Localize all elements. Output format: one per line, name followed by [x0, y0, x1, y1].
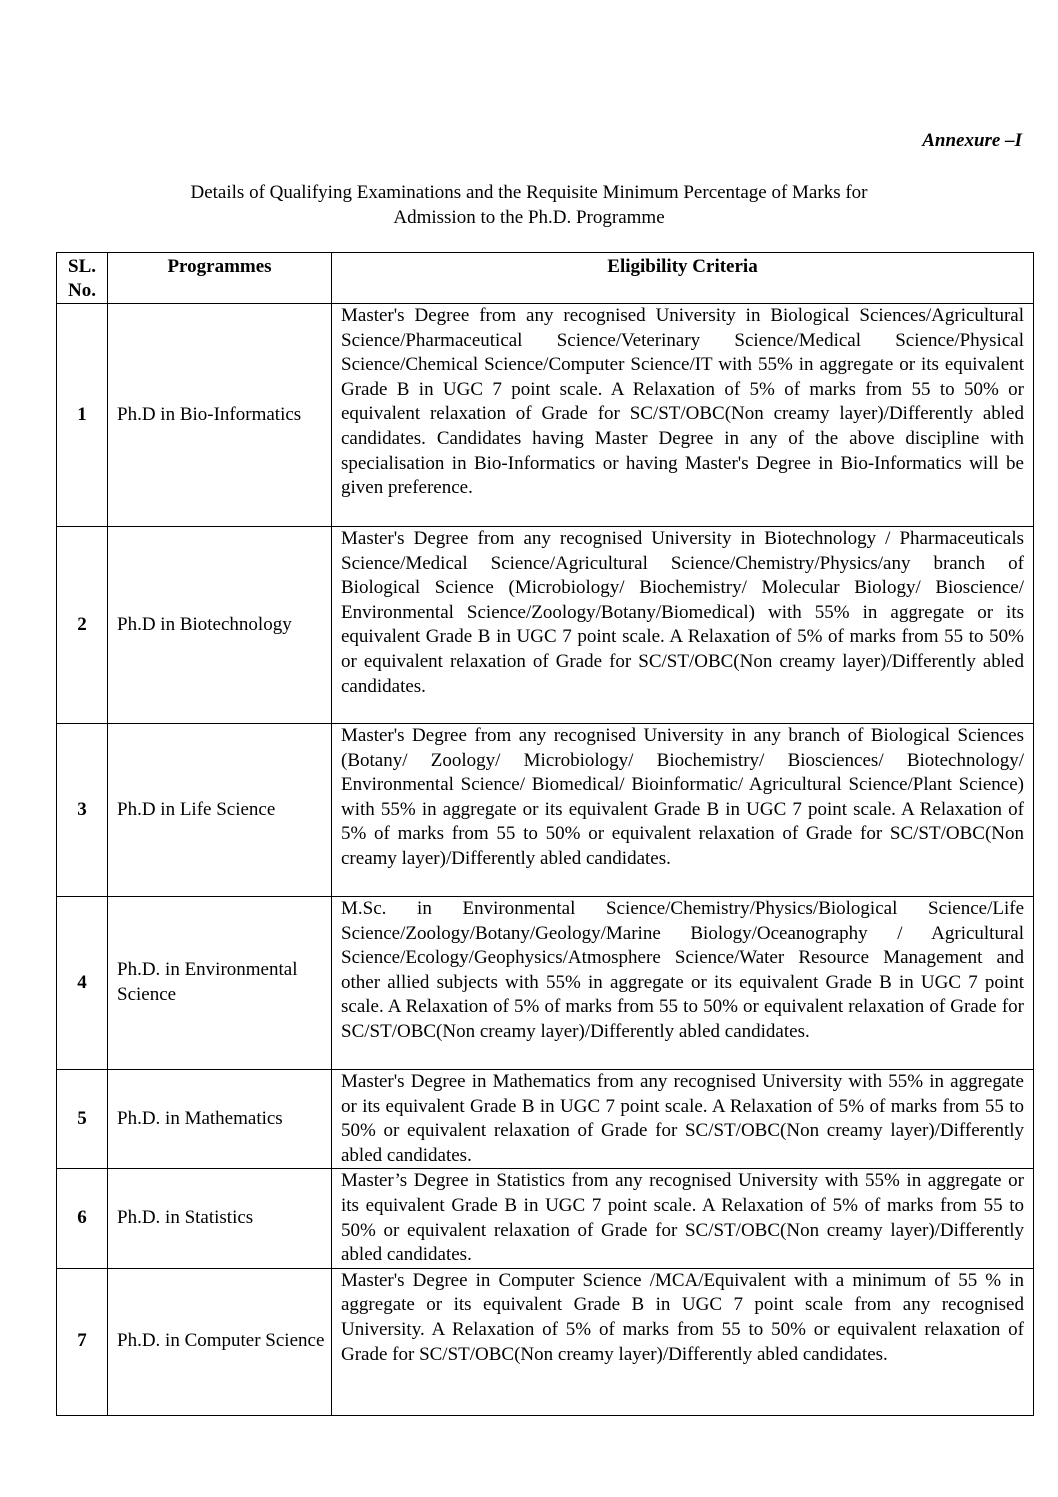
- row-programme: Ph.D in Bio-Informatics: [108, 304, 332, 527]
- table-row: [57, 724, 1034, 897]
- header-sl-line-2: No.: [68, 280, 96, 301]
- row-criteria-text: M.Sc. in Environmental Science/Chemistry/Physics/Biological Science/Life Science/Zoology/Botany/Geology/Marine Biology/Oceanography / Agricultural Science/Ecology/Geophysics/Atmosphere Science/Water Resource Management and other allied subjects with 55% in aggregate or its equivalent Grade B in UGC 7 point scale. A Relaxation of 5% of marks from 55 to 50% or equivalent relaxation of Grade for SC/ST/OBC(Non creamy layer)/Differently abled candidates.: [341, 898, 1024, 1042]
- row-programme: Ph.D. in Computer Science: [108, 1268, 332, 1415]
- row-criteria-text: Master's Degree from any recognised University in Biological Sciences/Agricultural Science/Pharmaceutical Science/Veterinary Science/Medical Science/Physical Science/Chemical Science/Computer Science/IT with 55% in aggregate or its equivalent Grade B in UGC 7 point scale. A Relaxation of 5% of marks from 55 to 50% or equivalent relaxation of Grade for SC/ST/OBC(Non creamy layer)/Differently abled candidates. Candidates having Master Degree in any of the above discipline with specialisation in Bio-Informatics or having Master's Degree in Bio-Informatics will be given preference.: [341, 305, 1024, 499]
- row-sl-no: 7: [57, 1268, 108, 1415]
- row-criteria: [332, 304, 1034, 527]
- row-criteria-text: Master's Degree from any recognised University in any branch of Biological Sciences (Botany/ Zoology/ Microbiology/ Biochemistry/ Biosciences/ Biotechnology/ Environmental Science/ Biomedical/ Bioinformatic/ Agricultural Science/Plant Science) with 55% in aggregate or its equivalent Grade B in UGC 7 point scale. A Relaxation of 5% of marks from 55 to 50% or equivalent relaxation of Grade for SC/ST/OBC(Non creamy layer)/Differently abled candidates.: [341, 725, 1024, 869]
- row-programme: Ph.D. in Statistics: [108, 1169, 332, 1268]
- row-criteria: [332, 1070, 1034, 1169]
- header-eligibility-criteria: Eligibility Criteria: [332, 253, 1034, 304]
- row-sl-no: 1: [57, 304, 108, 527]
- row-criteria: [332, 527, 1034, 724]
- row-criteria-text: Master's Degree in Mathematics from any recognised University with 55% in aggregate or its equivalent Grade B in UGC 7 point scale. A Relaxation of 5% of marks from 55 to 50% or equivalent relaxation of Grade for SC/ST/OBC(Non creamy layer)/Differently abled candidates.: [341, 1071, 1024, 1166]
- table-row: [57, 897, 1034, 1070]
- annexure-label: Annexure –I: [922, 130, 1022, 151]
- eligibility-table: [56, 252, 1034, 1416]
- table-row: [57, 1070, 1034, 1169]
- row-criteria-text: Master’s Degree in Statistics from any recognised University with 55% in aggregate or its equivalent Grade B in UGC 7 point scale. A Relaxation of 5% of marks from 55 to 50% or equivalent relaxation of Grade for SC/ST/OBC(Non creamy layer)/Differently abled candidates.: [341, 1170, 1024, 1266]
- table-row: [57, 1169, 1034, 1268]
- row-sl-no: 6: [57, 1169, 108, 1268]
- table-row: [57, 1268, 1034, 1415]
- row-programme: Ph.D. in Mathematics: [108, 1070, 332, 1169]
- table-header-row: [57, 253, 1034, 304]
- row-sl-no: 3: [57, 724, 108, 897]
- table-row: [57, 304, 1034, 527]
- row-sl-no: 4: [57, 897, 108, 1070]
- row-criteria: [332, 1268, 1034, 1415]
- row-criteria-text: Master's Degree from any recognised University in Biotechnology / Pharmaceuticals Science/Medical Science/Agricultural Science/Chemistry/Physics/any branch of Biological Science (Microbiology/ Biochemistry/ Molecular Biology/ Bioscience/ Environmental Science/Zoology/Botany/Biomedical) with 55% in aggregate or its equivalent Grade B in UGC 7 point scale. A Relaxation of 5% of marks from 55 to 50% or equivalent relaxation of Grade for SC/ST/OBC(Non creamy layer)/Differently abled candidates.: [341, 528, 1024, 697]
- row-sl-no: 5: [57, 1070, 108, 1169]
- row-criteria: [332, 897, 1034, 1070]
- page-heading: [0, 180, 1058, 230]
- header-sl-line-1: SL.: [68, 256, 96, 277]
- heading-line-2: Admission to the Ph.D. Programme: [393, 207, 665, 228]
- row-programme: Ph.D in Biotechnology: [108, 527, 332, 724]
- row-criteria: [332, 724, 1034, 897]
- heading-line-1: Details of Qualifying Examinations and the Requisite Minimum Percentage of Marks for: [190, 182, 868, 203]
- header-sl-no: [57, 253, 108, 304]
- header-programmes: Programmes: [108, 253, 332, 304]
- row-sl-no: 2: [57, 527, 108, 724]
- row-criteria: [332, 1169, 1034, 1268]
- table-row: [57, 527, 1034, 724]
- row-programme: Ph.D. in Environmental Science: [108, 897, 332, 1070]
- row-criteria-text: Master's Degree in Computer Science /MCA/Equivalent with a minimum of 55 % in aggregate or its equivalent Grade B in UGC 7 point scale from any recognised University. A Relaxation of 5% of marks from 55 to 50% or equivalent relaxation of Grade for SC/ST/OBC(Non creamy layer)/Differently abled candidates.: [341, 1269, 1024, 1365]
- row-programme: Ph.D in Life Science: [108, 724, 332, 897]
